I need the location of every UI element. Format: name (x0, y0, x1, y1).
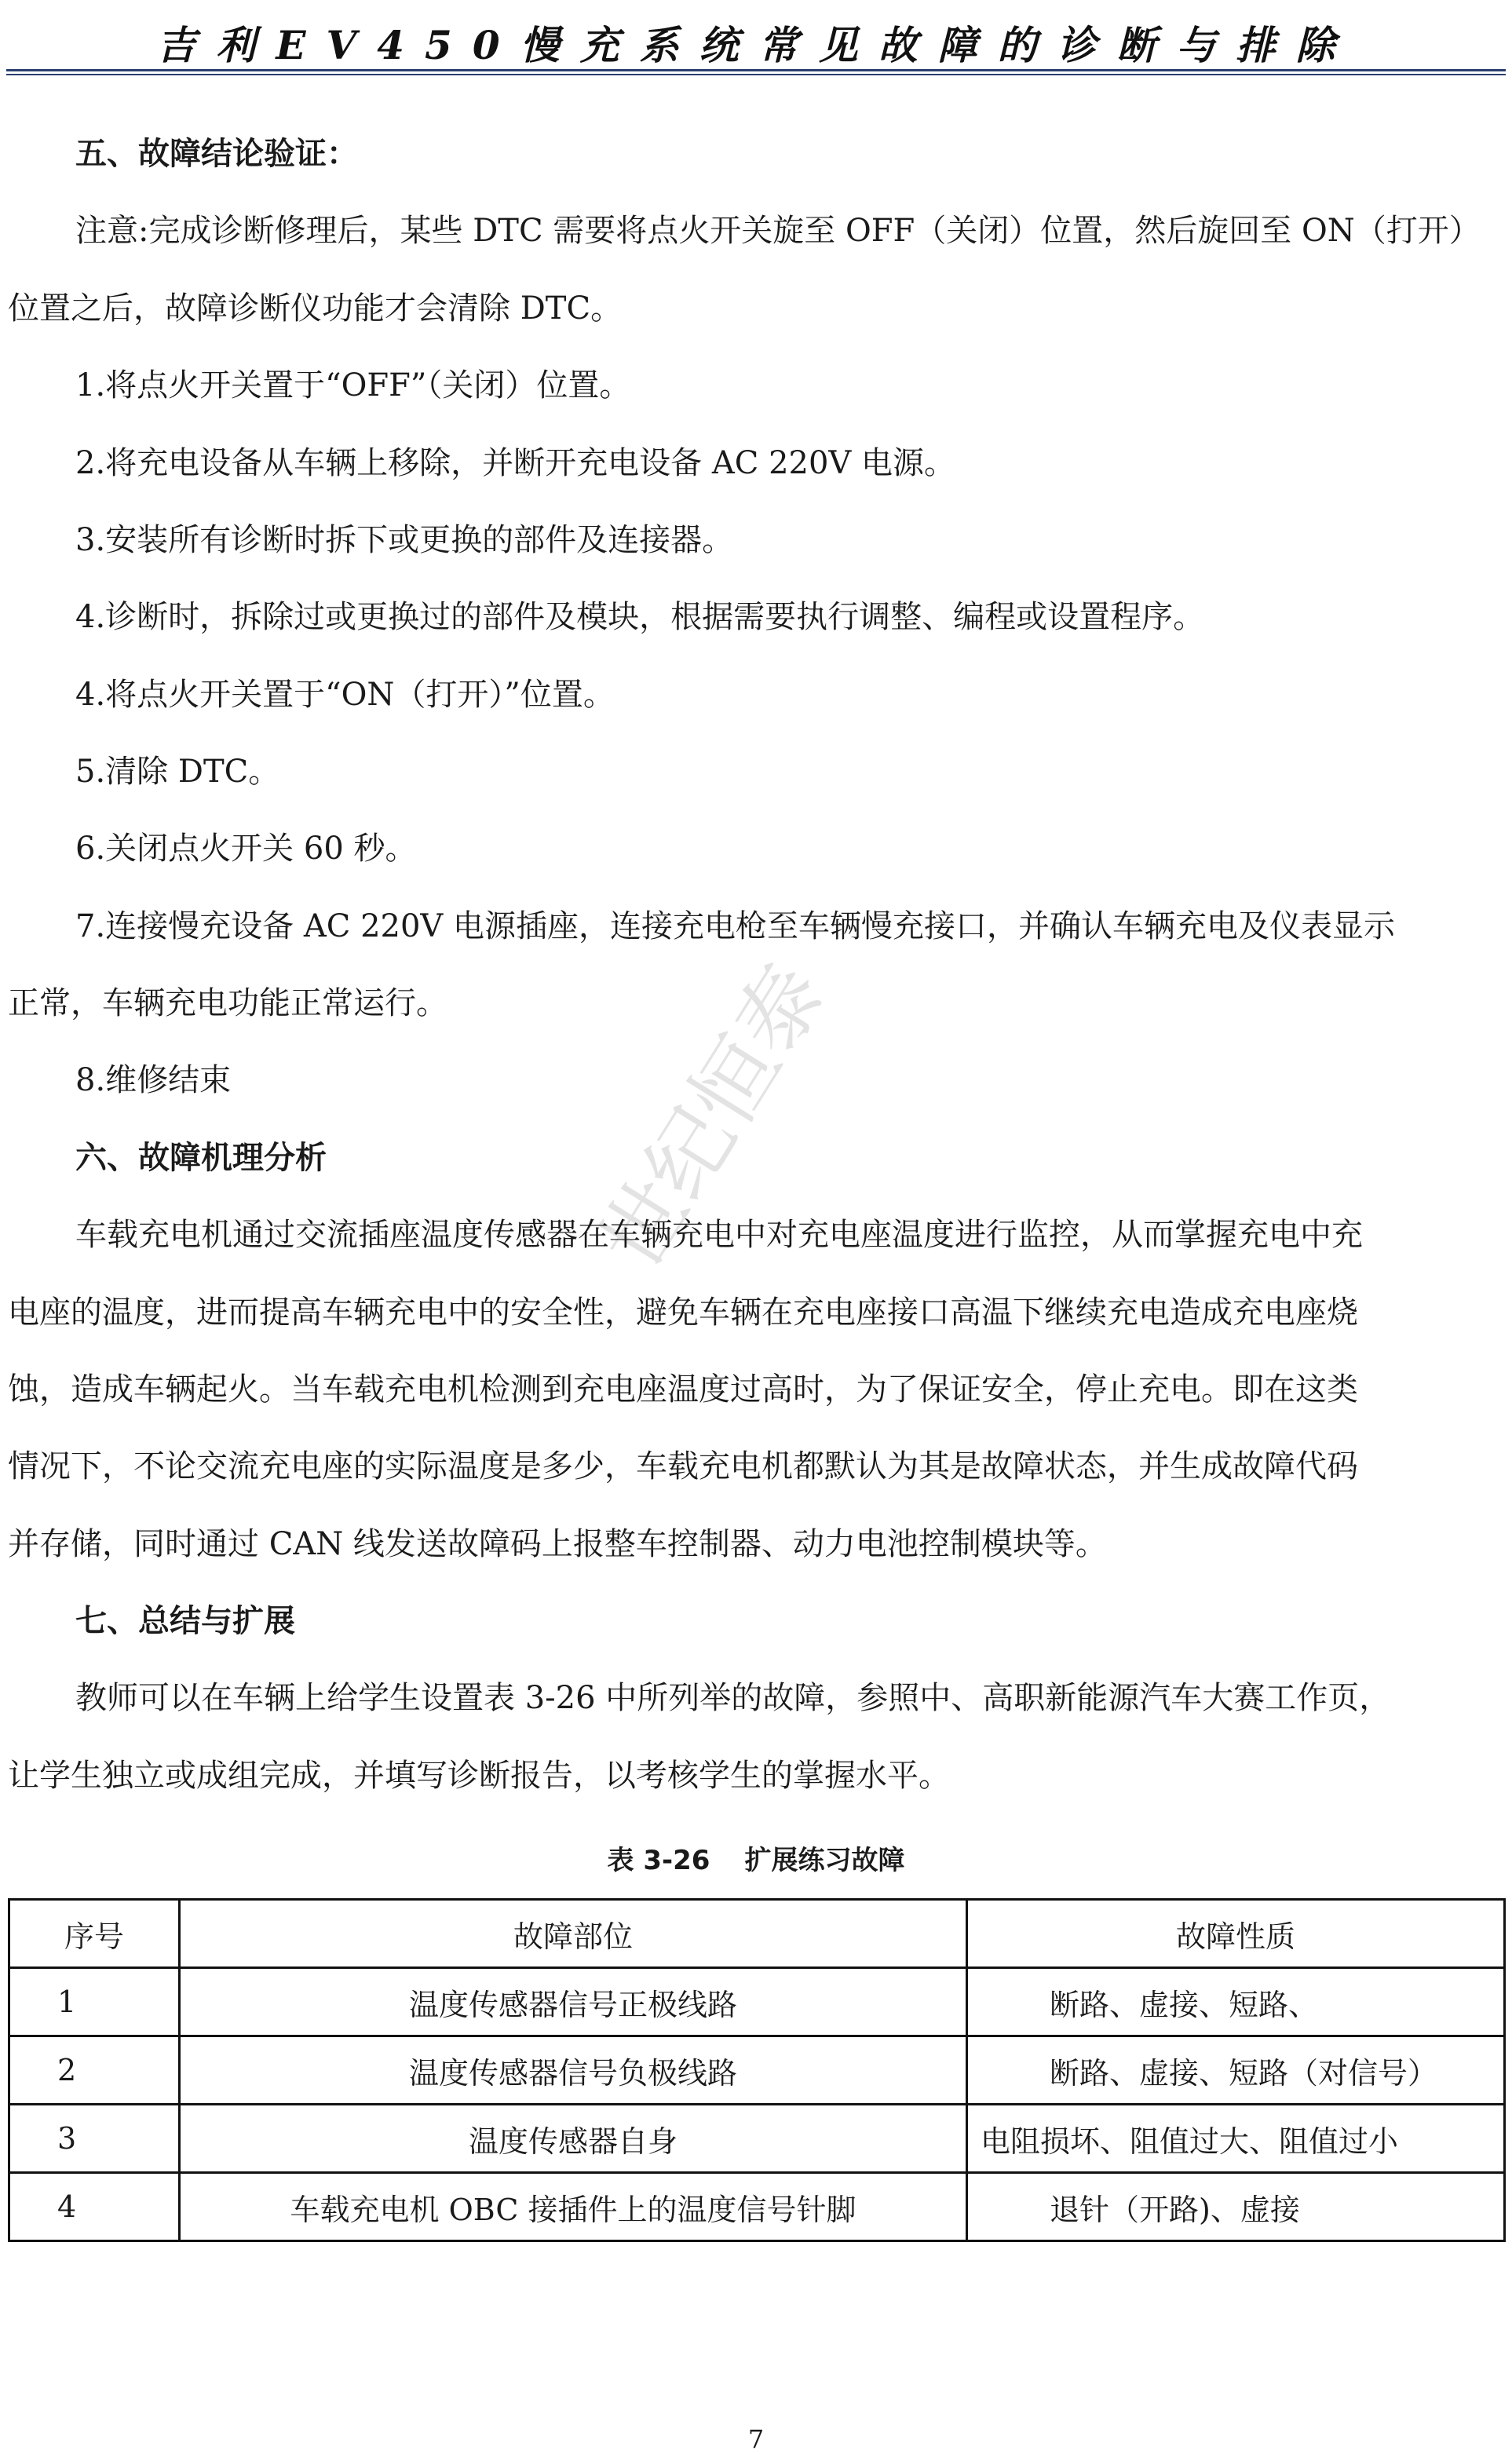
cell-number: 3 (9, 2105, 180, 2173)
column-header-nature: 故障性质 (967, 1900, 1505, 1968)
step-item: 4.诊断时，拆除过或更换过的部件及模块，根据需要执行调整、编程或设置程序。 (75, 599, 1205, 635)
table-caption-number: 表 3-26 (607, 1845, 710, 1876)
table-row (9, 2105, 1505, 2173)
table-row (9, 2173, 1505, 2241)
table-caption-title: 扩展练习故障 (744, 1845, 905, 1876)
section5-note-line1: 注意:完成诊断修理后，某些 DTC 需要将点火开关旋至 OFF（关闭）位置，然后旋回至 ON（打开） (75, 213, 1481, 249)
section6-paragraph-line: 电座的温度，进而提高车辆充电中的安全性，避免车辆在充电座接口高温下继续充电造成充电座烧 (8, 1295, 1358, 1331)
step-item: 4.将点火开关置于“ON（打开）”位置。 (75, 677, 615, 713)
header-title: 吉利EV450慢充系统常见故障的诊断与排除 (156, 22, 1356, 68)
fault-table (8, 1898, 1506, 2242)
cell-nature: 退针（开路)、虚接 (967, 2173, 1505, 2241)
step7-line2: 正常，车辆充电功能正常运行。 (8, 985, 447, 1021)
table-row (9, 1968, 1505, 2036)
section6-heading: 六、故障机理分析 (75, 1140, 327, 1176)
cell-location: 温度传感器信号正极线路 (180, 1968, 967, 2036)
header-rule (6, 69, 1506, 71)
section5-heading: 五、故障结论验证： (75, 136, 358, 172)
watermark: 世纪恒泰 (582, 947, 845, 1287)
header-rule-thin (6, 74, 1506, 75)
cell-nature: 断路、虚接、短路、 (967, 1968, 1505, 2036)
table-caption (0, 1839, 1512, 1877)
column-header-location: 故障部位 (180, 1900, 967, 1968)
step7-line1: 7.连接慢充设备 AC 220V 电源插座，连接充电枪至车辆慢充接口，并确认车辆充电及仪表显示 (75, 908, 1396, 944)
cell-number: 2 (9, 2036, 180, 2105)
step-item: 6.关闭点火开关 60 秒。 (75, 831, 417, 867)
section6-paragraph-line: 情况下，不论交流充电座的实际温度是多少，车载充电机都默认为其是故障状态，并生成故障代码 (8, 1448, 1358, 1484)
section7-paragraph-line: 教师可以在车辆上给学生设置表 3-26 中所列举的故障，参照中、高职新能源汽车大赛工作页， (75, 1680, 1391, 1716)
step8: 8.维修结束 (75, 1062, 232, 1098)
cell-nature: 电阻损坏、阻值过大、阻值过小 (967, 2105, 1505, 2173)
section6-paragraph-line: 蚀，造成车辆起火。当车载充电机检测到充电座温度过高时，为了保证安全，停止充电。即在这类 (8, 1371, 1358, 1408)
cell-location: 车载充电机 OBC 接插件上的温度信号针脚 (180, 2173, 967, 2241)
section6-paragraph-line: 并存储，同时通过 CAN 线发送故障码上报整车控制器、动力电池控制模块等。 (8, 1526, 1107, 1562)
page-header (0, 0, 1512, 75)
step-item: 5.清除 DTC。 (75, 754, 280, 790)
page-number: 7 (747, 2424, 765, 2454)
step-item: 3.安装所有诊断时拆下或更换的部件及连接器。 (75, 522, 734, 558)
cell-number: 1 (9, 1968, 180, 2036)
section5-note-line2: 位置之后，故障诊断仪功能才会清除 DTC。 (8, 290, 623, 327)
cell-location: 温度传感器信号负极线路 (180, 2036, 967, 2105)
table-header-row (9, 1900, 1505, 1968)
section7-paragraph-line: 让学生独立或成组完成，并填写诊断报告，以考核学生的掌握水平。 (8, 1758, 950, 1794)
section6-paragraph-line: 车载充电机通过交流插座温度传感器在车辆充电中对充电座温度进行监控，从而掌握充电中充 (75, 1217, 1363, 1253)
cell-nature: 断路、虚接、短路（对信号） (967, 2036, 1505, 2105)
section7-heading: 七、总结与扩展 (75, 1603, 295, 1639)
column-header-number: 序号 (9, 1900, 180, 1968)
table-row (9, 2036, 1505, 2105)
step-item: 2.将充电设备从车辆上移除，并断开充电设备 AC 220V 电源。 (75, 445, 956, 481)
cell-number: 4 (9, 2173, 180, 2241)
step-item: 1.将点火开关置于“OFF”（关闭）位置。 (75, 367, 631, 404)
cell-location: 温度传感器自身 (180, 2105, 967, 2173)
